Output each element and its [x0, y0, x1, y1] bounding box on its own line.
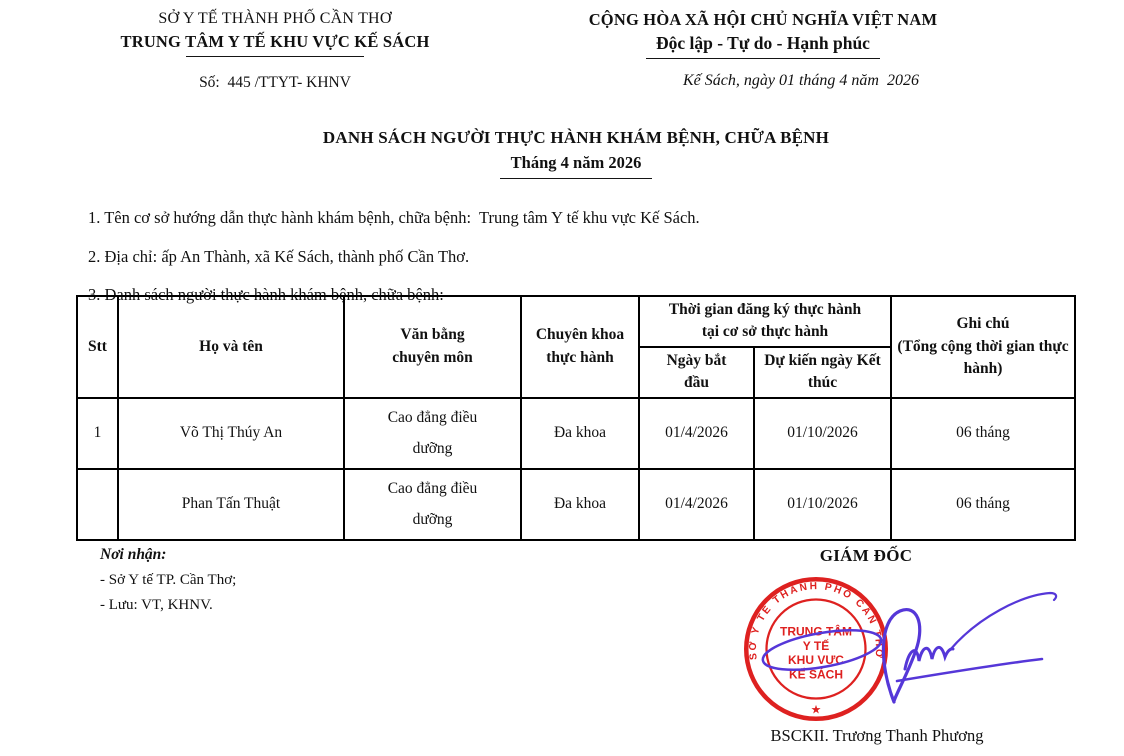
col-header-specialty-label: Chuyên khoa thực hành: [535, 326, 625, 366]
cell-degree: [344, 398, 521, 469]
col-header-period-group-label: Thời gian đăng ký thực hành tại cơ sở thực hành: [668, 301, 862, 341]
col-header-note: [891, 296, 1075, 398]
cell-note: 06 tháng: [891, 398, 1075, 469]
issuing-org-block: [70, 10, 480, 92]
cell-degree-text: Cao đẳng điều dưỡng: [387, 408, 478, 458]
cell-name: Phan Tấn Thuật: [118, 469, 344, 540]
document-title: DANH SÁCH NGƯỜI THỰC HÀNH KHÁM BỆNH, CHỮA BỆNH: [322, 128, 830, 147]
col-header-end-date: [754, 347, 891, 398]
national-header-block: [553, 10, 973, 90]
table-row: [77, 469, 1075, 540]
paragraph-facility: 1. Tên cơ sở hướng dẫn thực hành khám bệnh, chữa bệnh: Trung tâm Y tế khu vực Kế Sách.: [88, 208, 700, 227]
signature-mark: [740, 568, 1080, 718]
cell-end-date: 01/10/2026: [754, 398, 891, 469]
stamp-ring-text: SỞ Y TẾ THÀNH PHỐ CẦN THƠ: [747, 580, 885, 661]
stamp-center-line: TRUNG TÂM: [780, 624, 852, 639]
national-title: CỘNG HÒA XÃ HỘI CHỦ NGHĨA VIỆT NAM: [588, 10, 938, 29]
document-subtitle: Tháng 4 năm 2026: [510, 153, 642, 172]
document-number: Số: 445 /TTYT- KHNV: [199, 74, 351, 91]
cell-degree: [344, 469, 521, 540]
cell-end-date: 01/10/2026: [754, 469, 891, 540]
underline-rule: [646, 58, 880, 59]
cell-stt: [77, 469, 118, 540]
cell-start-date: 01/4/2026: [639, 469, 754, 540]
col-header-name-label: Họ và tên: [199, 337, 263, 355]
cell-name: Võ Thị Thúy An: [118, 398, 344, 469]
cell-stt: 1: [77, 398, 118, 469]
col-header-start-date: [639, 347, 754, 398]
cell-note: 06 tháng: [891, 469, 1075, 540]
parent-org-name: SỞ Y TẾ THÀNH PHỐ CẦN THƠ: [158, 10, 392, 27]
practitioners-table: [76, 295, 1076, 541]
col-header-specialty: [521, 296, 639, 398]
signer-name: BSCKII. Trương Thanh Phương: [770, 726, 984, 745]
col-header-period-group: [639, 296, 891, 347]
stamp-center-line: KẾ SÁCH: [788, 667, 844, 682]
stamp-star-icon: ★: [810, 702, 822, 717]
underline-rule: [186, 56, 364, 57]
recipient-item: - Sở Y tế TP. Cần Thơ;: [100, 572, 237, 588]
stamp-center-line: KHU VỰC: [788, 653, 844, 667]
signature-ink-icon: [760, 593, 1056, 702]
recipients-label: Nơi nhận:: [100, 546, 167, 563]
recipient-item: - Lưu: VT, KHNV.: [100, 596, 213, 613]
cell-specialty: Đa khoa: [521, 398, 639, 469]
paragraph-address: 2. Địa chỉ: ấp An Thành, xã Kế Sách, thành phố Cần Thơ.: [88, 246, 470, 266]
col-header-degree-label: Văn bằng chuyên môn: [392, 326, 473, 366]
place-date-line: Kế Sách, ngày 01 tháng 4 năm 2026: [683, 72, 919, 89]
table-row: [77, 398, 1075, 469]
org-name: TRUNG TÂM Y TẾ KHU VỰC KẾ SÁCH: [120, 32, 430, 51]
col-header-stt-label: Stt: [88, 337, 107, 355]
col-header-end-date-label: Dự kiến ngày Kết thúc: [764, 351, 881, 392]
recipients-block: [100, 546, 236, 617]
col-header-start-date-label: Ngày bắt đầu: [666, 351, 727, 392]
col-header-name: [118, 296, 344, 398]
cell-specialty: Đa khoa: [521, 469, 639, 540]
stamp-center-line: Y TẾ: [802, 638, 830, 653]
col-header-note-line2: (Tổng cộng thời gian thực hành): [897, 337, 1069, 378]
col-header-note-line1: Ghi chú: [956, 315, 1010, 333]
national-motto: Độc lập - Tự do - Hạnh phúc: [656, 33, 870, 53]
signer-position-title: GIÁM ĐỐC: [819, 546, 913, 565]
cell-start-date: 01/4/2026: [639, 398, 754, 469]
col-header-stt: [77, 296, 118, 398]
paragraph-list-intro: 3. Danh sách người thực hành khám bệnh, chữa bệnh:: [88, 285, 444, 305]
col-header-degree: [344, 296, 521, 398]
underline-rule: [500, 178, 652, 179]
title-block: [14, 128, 1124, 179]
cell-degree-text: Cao đẳng điều dưỡng: [387, 479, 478, 529]
